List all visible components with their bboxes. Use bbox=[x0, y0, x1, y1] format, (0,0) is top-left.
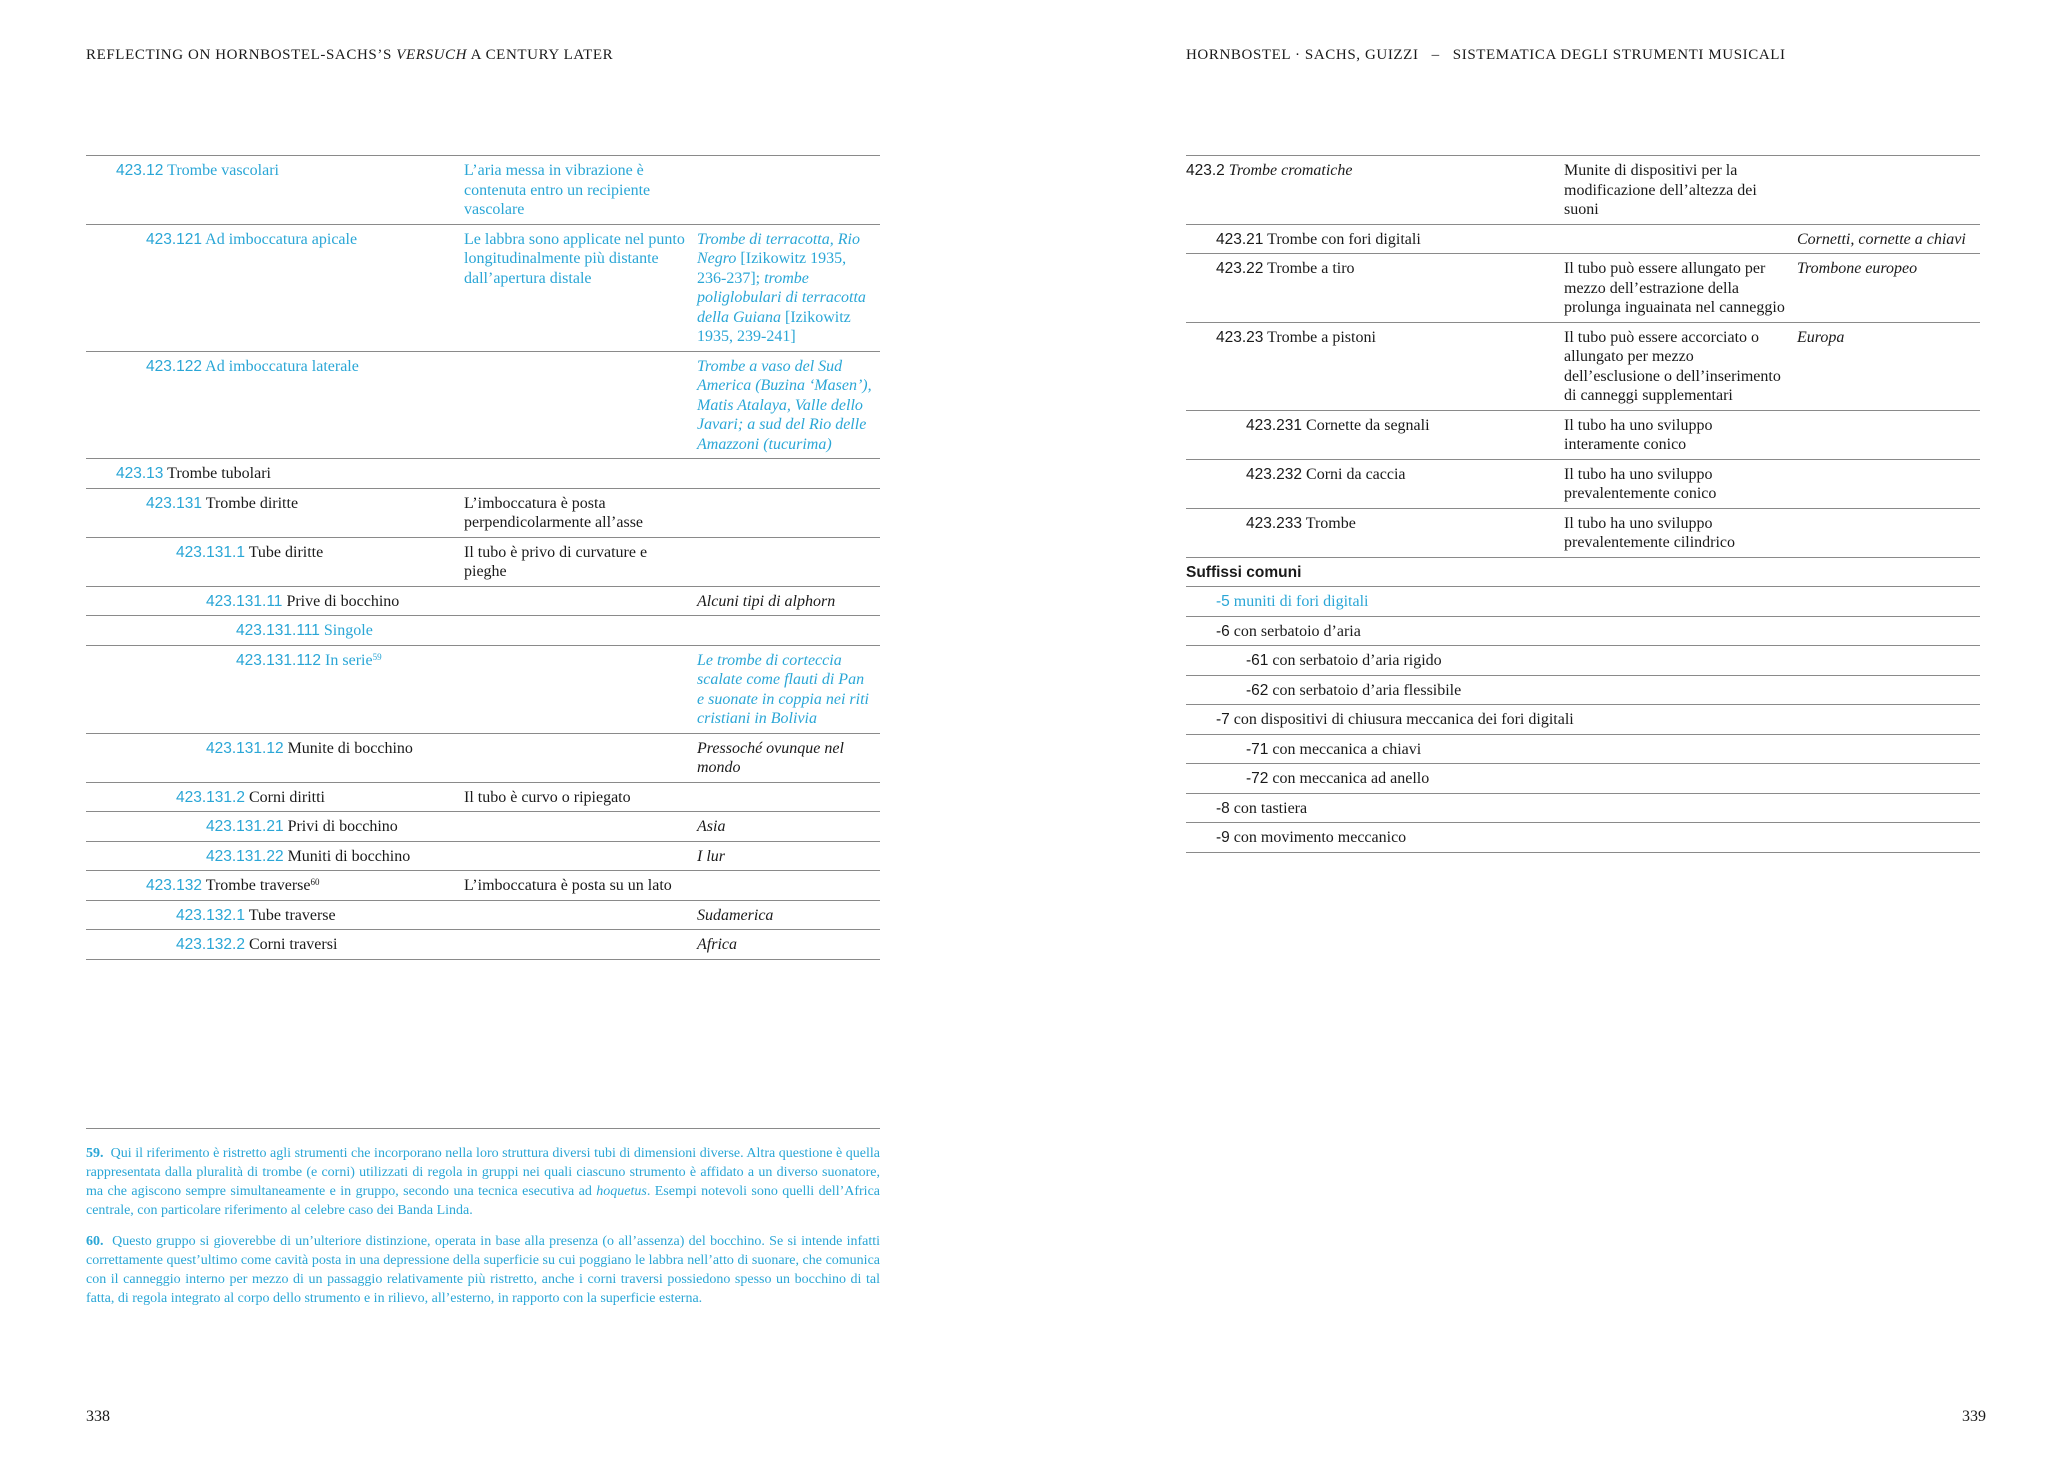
table-row: 423.131.22 Muniti di bocchino I lur bbox=[86, 841, 880, 871]
table-row: 423.231 Cornette da segnali Il tubo ha uno sviluppo interamente conico bbox=[1186, 410, 1980, 459]
suffix-row: -72 con meccanica ad anello bbox=[1186, 764, 1980, 794]
table-row: 423.131.112 In serie$^{59}$ Le trombe di corteccia scalate come flauti di Pan e suonate in coppia nei riti cristiani in Bolivia bbox=[86, 645, 880, 733]
table-row: 423.121 Ad imboccatura apicale Le labbra sono applicate nel punto longitudinalmente più distante dall’apertura distale Trombe di terracotta, Rio Negro [Izikowitz 1935, 236-237]; trombe poliglobulari di terracotta della Guiana [Izikowitz 1935, 239-241] bbox=[86, 224, 880, 351]
suffix-row: -71 con meccanica a chiavi bbox=[1186, 734, 1980, 764]
table-row: 423.13 Trombe tubolari bbox=[86, 459, 880, 489]
table-row: 423.23 Trombe a pistoni Il tubo può essere accorciato o allungato per mezzo dell’esclusione o dell’inserimento di canneggi supplementari Europa bbox=[1186, 322, 1980, 410]
table-row: 423.131.2 Corni diritti Il tubo è curvo o ripiegato bbox=[86, 782, 880, 812]
footnotes bbox=[86, 1144, 880, 1320]
table-row: 423.12 Trombe vascolari L’aria messa in vibrazione è contenuta entro un recipiente vascolare bbox=[86, 156, 880, 225]
table-row: 423.131 Trombe diritte L’imboccatura è posta perpendicolarmente all’asse bbox=[86, 488, 880, 537]
table-row: 423.132 Trombe traverse$^{60}$ L’imboccatura è posta su un lato bbox=[86, 871, 880, 901]
classification-table-right bbox=[1186, 155, 1980, 853]
suffix-row: -62 con serbatoio d’aria flessibile bbox=[1186, 675, 1980, 705]
running-head-right: HORNBOSTEL · SACHS, GUIZZI – SISTEMATICA DEGLI STRUMENTI MUSICALI bbox=[1186, 47, 1786, 63]
suffix-row: -8 con tastiera bbox=[1186, 793, 1980, 823]
page-number-right: 339 bbox=[1962, 1408, 1986, 1425]
footnote-divider bbox=[86, 1128, 880, 1129]
suffix-row: -9 con movimento meccanico bbox=[1186, 823, 1980, 853]
table-row: 423.131.111 Singole bbox=[86, 616, 880, 646]
suffix-row: -61 con serbatoio d’aria rigido bbox=[1186, 646, 1980, 676]
table-row: 423.131.21 Privi di bocchino Asia bbox=[86, 812, 880, 842]
table-row: 423.131.11 Prive di bocchino Alcuni tipi di alphorn bbox=[86, 586, 880, 616]
suffix-row: -5 muniti di fori digitali bbox=[1186, 587, 1980, 617]
table-row: 423.2 Trombe cromatiche Munite di dispositivi per la modificazione dell’altezza dei suoni bbox=[1186, 156, 1980, 225]
page-number-left: 338 bbox=[86, 1408, 110, 1425]
footnote-59: 59. Qui il riferimento è ristretto agli strumenti che incorporano nella loro struttura diversi tubi di dimensioni diverse. Altra questione è quella rappresentata dalla pluralità di trombe (e corni) utilizzati di regola in gruppi nei quali ciascuno strumento è affidato a un diverso suonatore, ma che agiscono sempre simultaneamente e in gruppo, secondo una tecnica esecutiva ad hoquetus. Esempi notevoli sono quelli dell’Africa centrale, con particolare riferimento al celebre caso dei Banda Linda. bbox=[86, 1146, 880, 1218]
table-row: 423.233 Trombe Il tubo ha uno sviluppo prevalentemente cilindrico bbox=[1186, 508, 1980, 557]
table-row: 423.132.1 Tube traverse Sudamerica bbox=[86, 900, 880, 930]
running-head-left: REFLECTING ON HORNBOSTEL-SACHS’S VERSUCH A CENTURY LATER bbox=[86, 47, 614, 63]
table-row: 423.122 Ad imboccatura laterale Trombe a vaso del Sud America (Buzina ‘Masen’), Matis Atalaya, Valle dello Javari; a sud del Rio delle Amazzoni (tucurima) bbox=[86, 351, 880, 459]
table-row: 423.131.1 Tube diritte Il tubo è privo di curvature e pieghe bbox=[86, 537, 880, 586]
classification-table-left bbox=[86, 155, 880, 960]
table-row: 423.21 Trombe con fori digitali Cornetti, cornette a chiavi bbox=[1186, 224, 1980, 254]
table-row: 423.22 Trombe a tiro Il tubo può essere allungato per mezzo dell’estrazione della prolunga inguainata nel canneggio Trombone europeo bbox=[1186, 254, 1980, 323]
right-page bbox=[1024, 0, 2048, 1457]
table-row: 423.131.12 Munite di bocchino Pressoché ovunque nel mondo bbox=[86, 733, 880, 782]
table-row: 423.232 Corni da caccia Il tubo ha uno sviluppo prevalentemente conico bbox=[1186, 459, 1980, 508]
suffix-row: -6 con serbatoio d’aria bbox=[1186, 616, 1980, 646]
suffix-row: -7 con dispositivi di chiusura meccanica dei fori digitali bbox=[1186, 705, 1980, 735]
table-row: 423.132.2 Corni traversi Africa bbox=[86, 930, 880, 960]
suffix-section-heading: Suffissi comuni bbox=[1186, 557, 1980, 587]
footnote-60: 60. Questo gruppo si gioverebbe di un’ulteriore distinzione, operata in base alla presenza (o all’assenza) del bocchino. Se si intende infatti correttamente quest’ultimo come cavità posta in una depressione della superficie su cui poggiano le labbra nell’atto di suonare, che comunica con il canneggio interno per mezzo di un passaggio relativamente più ristretto, anche i corni traversi possiedono spesso un bocchino di tal fatta, di regola integrato al corpo dello strumento e in rilievo, all’esterno, in rapporto con la superficie esterna. bbox=[86, 1234, 881, 1306]
